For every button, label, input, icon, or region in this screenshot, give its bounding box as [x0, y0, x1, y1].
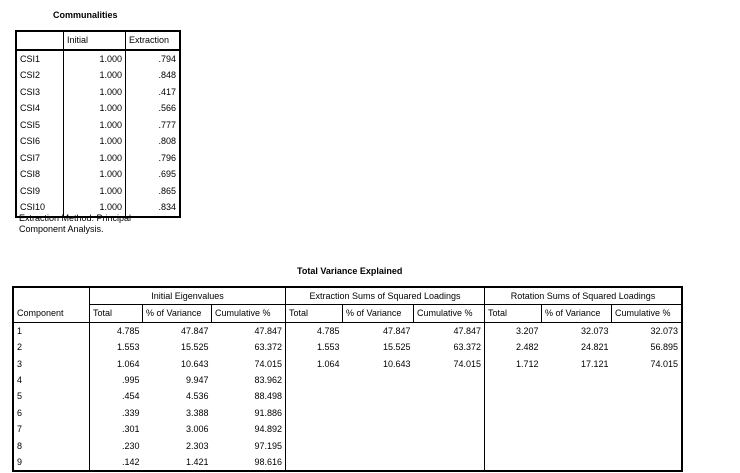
tv-total-value: .142 [90, 454, 143, 471]
tv-total-value: 1.712 [485, 356, 542, 372]
tv-component-number: 3 [17, 358, 23, 369]
tv-cumulative-value: 98.616 [254, 457, 282, 468]
tv-cumulative-value [414, 372, 485, 388]
tv-variance-value: 10.643 [180, 358, 209, 369]
tv-sub-header-row [13, 305, 682, 322]
communalities-extraction-value: .695 [126, 166, 181, 183]
tv-group-initial: Initial Eigenvalues [90, 287, 286, 305]
tv-total-value: 4.785 [90, 322, 143, 339]
tv-variance-value: 15.525 [180, 342, 209, 353]
tv-cumulative-value [612, 372, 683, 388]
tv-total-value: .230 [90, 438, 143, 454]
tv-sub-total: Total [90, 305, 143, 322]
tv-component-number: 1 [17, 325, 23, 336]
communalities-row [16, 150, 180, 167]
tv-cumulative-value: 97.195 [254, 440, 282, 451]
tv-total-value: 1.553 [286, 339, 343, 355]
tv-cumulative-value [612, 454, 683, 471]
tv-group-extraction: Extraction Sums of Squared Loadings [286, 287, 485, 305]
tv-cumulative-value: 74.015 [453, 358, 481, 369]
communalities-variable-name: CSI10 [20, 202, 46, 212]
tv-variance-value: 24.821 [580, 342, 609, 353]
tv-cumulative-value [414, 438, 485, 454]
tv-variance-value [542, 372, 612, 388]
communalities-footnote: Extraction Method: Principal Component Analysis. [19, 213, 132, 234]
tv-cumulative-value: 47.847 [254, 325, 282, 336]
tv-component-number: 7 [17, 424, 23, 435]
tv-cumulative-value [414, 388, 485, 404]
tv-row [13, 322, 682, 339]
tv-sub-total: Total [485, 305, 542, 322]
tv-total-value [286, 372, 343, 388]
tv-sub-variance: % of Variance [542, 305, 612, 322]
communalities-extraction-value: .848 [126, 67, 181, 84]
tv-total-value: 1.064 [90, 356, 143, 372]
tv-cumulative-value [612, 421, 683, 437]
communalities-row [16, 183, 180, 200]
communalities-initial-value: 1.000 [64, 100, 126, 117]
communalities-initial-value: 1.000 [64, 67, 126, 84]
tv-total-value [485, 372, 542, 388]
communalities-initial-value: 1.000 [64, 183, 126, 200]
tv-group-rotation: Rotation Sums of Squared Loadings [485, 287, 683, 305]
tv-row [13, 454, 682, 471]
communalities-extraction-value: .808 [126, 133, 181, 150]
communalities-header-row [16, 31, 180, 50]
communalities-header-initial: Initial [64, 31, 126, 50]
communalities-row [16, 100, 180, 117]
tv-variance-value: 15.525 [382, 342, 411, 353]
tv-sub-cumulative: Cumulative % [612, 305, 683, 322]
communalities-initial-value: 1.000 [64, 84, 126, 101]
tv-row [13, 388, 682, 404]
tv-sub-variance: % of Variance [143, 305, 212, 322]
tv-total-value: .301 [90, 421, 143, 437]
tv-cumulative-value: 63.372 [254, 342, 282, 353]
tv-variance-value: 3.388 [185, 407, 209, 418]
tv-cumulative-value: 94.892 [254, 424, 282, 435]
tv-variance-value [542, 421, 612, 437]
tv-variance-value: 47.847 [180, 325, 209, 336]
tv-cumulative-value: 74.015 [650, 358, 678, 369]
tv-variance-value [542, 438, 612, 454]
tv-sub-cumulative: Cumulative % [212, 305, 286, 322]
tv-variance-value: 4.536 [185, 391, 209, 402]
tv-sub-variance: % of Variance [343, 305, 414, 322]
communalities-extraction-value: .794 [126, 50, 181, 68]
communalities-table [15, 30, 181, 218]
tv-variance-value [542, 388, 612, 404]
communalities-header-extraction: Extraction [126, 31, 181, 50]
tv-total-value [485, 421, 542, 437]
communalities-row [16, 84, 180, 101]
communalities-variable-name: CSI1 [20, 53, 41, 64]
communalities-extraction-value: .865 [126, 183, 181, 200]
communalities-variable-name: CSI4 [20, 103, 41, 113]
tv-total-value: 2.482 [485, 339, 542, 355]
tv-cumulative-value [414, 421, 485, 437]
communalities-row [16, 166, 180, 183]
communalities-title: Communalities [53, 10, 118, 20]
tv-component-number: 9 [17, 457, 23, 468]
tv-total-value [286, 405, 343, 421]
communalities-extraction-value: .417 [126, 84, 181, 101]
tv-component-number: 4 [17, 375, 23, 386]
total-variance-title: Total Variance Explained [297, 266, 403, 276]
tv-variance-value: 2.303 [185, 440, 209, 451]
communalities-initial-value: 1.000 [64, 166, 126, 183]
tv-total-value [286, 454, 343, 471]
tv-variance-value: 9.947 [185, 375, 209, 386]
tv-component-number: 6 [17, 407, 23, 418]
tv-cumulative-value: 83.962 [254, 375, 282, 386]
communalities-initial-value: 1.000 [64, 199, 126, 217]
tv-cumulative-value: 88.498 [254, 391, 282, 402]
tv-total-value: 4.785 [286, 322, 343, 339]
communalities-extraction-value: .566 [126, 100, 181, 117]
tv-cumulative-value [612, 405, 683, 421]
tv-variance-value [542, 405, 612, 421]
tv-row [13, 372, 682, 388]
tv-component-header: Component [13, 287, 90, 322]
tv-cumulative-value: 74.015 [254, 358, 282, 369]
tv-variance-value: 10.643 [382, 358, 411, 369]
tv-row [13, 421, 682, 437]
communalities-extraction-value: .777 [126, 117, 181, 134]
tv-total-value [485, 388, 542, 404]
tv-variance-value [343, 405, 414, 421]
tv-component-number: 5 [17, 391, 23, 402]
tv-total-value [286, 388, 343, 404]
communalities-row [16, 50, 180, 68]
tv-cumulative-value: 91.886 [254, 407, 282, 418]
tv-variance-value [343, 454, 414, 471]
tv-total-value [485, 454, 542, 471]
communalities-variable-name: CSI5 [20, 119, 41, 130]
tv-cumulative-value: 47.847 [453, 325, 481, 336]
communalities-row [16, 117, 180, 134]
tv-total-value [286, 421, 343, 437]
communalities-variable-name: CSI3 [20, 86, 41, 97]
communalities-variable-name: CSI2 [20, 70, 41, 80]
communalities-variable-name: CSI9 [20, 185, 41, 196]
communalities-variable-name: CSI8 [20, 169, 41, 179]
tv-variance-value [343, 388, 414, 404]
tv-cumulative-value: 32.073 [650, 325, 678, 336]
tv-cumulative-value [612, 438, 683, 454]
communalities-initial-value: 1.000 [64, 50, 126, 68]
communalities-header-blank [16, 31, 64, 50]
tv-cumulative-value [414, 405, 485, 421]
tv-variance-value: 17.121 [580, 358, 609, 369]
tv-total-value [485, 405, 542, 421]
tv-variance-value: 3.006 [185, 424, 209, 435]
tv-variance-value [343, 372, 414, 388]
tv-variance-value: 1.421 [185, 457, 209, 468]
total-variance-table [12, 286, 683, 472]
tv-total-value [286, 438, 343, 454]
tv-row [13, 405, 682, 421]
communalities-initial-value: 1.000 [64, 133, 126, 150]
communalities-row [16, 67, 180, 84]
tv-cumulative-value: 63.372 [453, 342, 481, 353]
tv-total-value: 1.064 [286, 356, 343, 372]
tv-variance-value: 32.073 [580, 325, 609, 336]
tv-cumulative-value [612, 388, 683, 404]
tv-total-value: 3.207 [485, 322, 542, 339]
tv-variance-value: 47.847 [382, 325, 411, 336]
tv-cumulative-value [414, 454, 485, 471]
tv-variance-value [343, 438, 414, 454]
tv-component-number: 2 [17, 342, 23, 353]
tv-cumulative-value: 56.895 [650, 342, 678, 353]
tv-total-value: .995 [90, 372, 143, 388]
tv-variance-value [343, 421, 414, 437]
communalities-initial-value: 1.000 [64, 117, 126, 134]
tv-sub-cumulative: Cumulative % [414, 305, 485, 322]
tv-total-value: .339 [90, 405, 143, 421]
tv-row [13, 356, 682, 372]
tv-total-value: 1.553 [90, 339, 143, 355]
communalities-extraction-value: .834 [126, 199, 181, 217]
tv-row [13, 339, 682, 355]
communalities-extraction-value: .796 [126, 150, 181, 167]
communalities-variable-name: CSI6 [20, 136, 41, 146]
communalities-row [16, 133, 180, 150]
tv-group-header-row [13, 287, 682, 305]
tv-total-value [485, 438, 542, 454]
communalities-variable-name: CSI7 [20, 152, 41, 163]
communalities-initial-value: 1.000 [64, 150, 126, 167]
tv-row [13, 438, 682, 454]
tv-total-value: .454 [90, 388, 143, 404]
tv-variance-value [542, 454, 612, 471]
tv-sub-total: Total [286, 305, 343, 322]
tv-component-number: 8 [17, 440, 23, 451]
